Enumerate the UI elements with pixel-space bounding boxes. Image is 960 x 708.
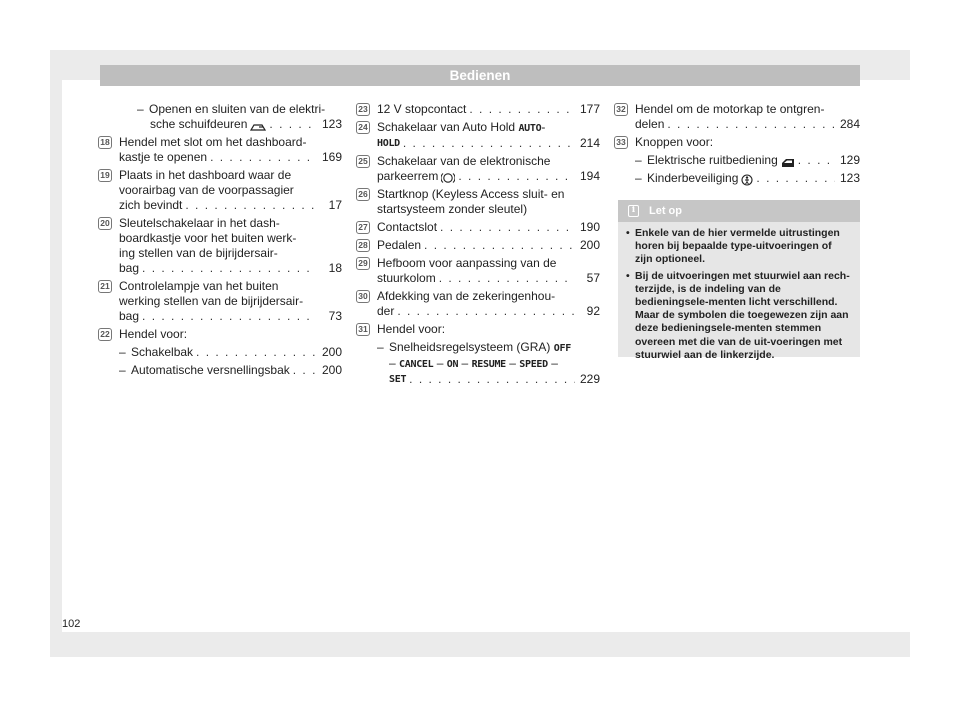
callout-number: 31 <box>356 323 370 336</box>
legend-column-1 <box>100 102 342 381</box>
callout-number: 27 <box>356 221 370 234</box>
cancel-tag: CANCEL <box>399 359 434 370</box>
power-window-icon <box>781 158 795 168</box>
legend-item-29: 29 Hefboom voor aanpassing van de stuurkolom . . . 57 <box>358 256 600 286</box>
legend-item-continued: – Openen en sluiten van de elektri- sche schuifdeuren . . . 123 <box>100 102 342 132</box>
page-ref[interactable]: 190 <box>579 220 600 234</box>
callout-number: 26 <box>356 188 370 201</box>
callout-number: 29 <box>356 257 370 270</box>
page-ref[interactable]: 129 <box>839 153 860 167</box>
note-body <box>618 222 860 362</box>
callout-number: 30 <box>356 290 370 303</box>
info-icon: i <box>628 205 639 217</box>
page-ref[interactable]: 194 <box>579 169 600 183</box>
legend-item-31: 31 Hendel voor: – Snelheidsregelsysteem (GRA) OFF – CANCEL – ON – RESUME – SPEED – SET . . . 229 <box>358 322 600 387</box>
callout-number: 32 <box>614 103 628 116</box>
page-ref[interactable]: 229 <box>579 372 600 386</box>
callout-number: 19 <box>98 169 112 182</box>
legend-item-19: 19 Plaats in het dashboard waar de voorairbag van de voorpassagier zich bevindt . . . 17 <box>100 168 342 213</box>
page-ref[interactable]: 200 <box>579 238 600 252</box>
legend-item-30: 30 Afdekking van de zekeringenhou- der . . . 92 <box>358 289 600 319</box>
page-ref[interactable]: 57 <box>586 271 600 285</box>
legend-item-20: 20 Sleutelschakelaar in het dash- boardkastje voor het buiten werk- ing stellen van de bijrijdersair- bag . . . 18 <box>100 216 342 276</box>
legend-item-26: 26 Startknop (Keyless Access sluit- en startsysteem zonder sleutel) <box>358 187 600 217</box>
page-ref[interactable]: 73 <box>328 309 342 323</box>
page-ref[interactable]: 214 <box>579 136 600 150</box>
page-ref[interactable]: 123 <box>321 117 342 131</box>
legend-item-28: 28 Pedalen . . . 200 <box>358 238 600 253</box>
legend-item-33: 33 Knoppen voor: – Elektrische ruitbediening . . . 129 – Kinderbeveiliging . . . 123 <box>616 135 860 186</box>
page-ref[interactable]: 17 <box>328 198 342 212</box>
callout-number: 28 <box>356 239 370 252</box>
callout-number: 21 <box>98 280 112 293</box>
legend-item-24: 24 Schakelaar van Auto Hold AUTO- HOLD . . . 214 <box>358 120 600 151</box>
legend-item-27: 27 Contactslot . . . 190 <box>358 220 600 235</box>
page-ref[interactable]: 123 <box>839 171 860 185</box>
callout-number: 33 <box>614 136 628 149</box>
off-tag: OFF <box>553 343 571 354</box>
callout-number: 23 <box>356 103 370 116</box>
legend-item-32: 32 Hendel om de motorkap te ontgren- delen . . . 284 <box>616 102 860 132</box>
page-number: 102 <box>62 618 81 630</box>
page-ref[interactable]: 284 <box>839 117 860 131</box>
callout-number: 20 <box>98 217 112 230</box>
legend-item-23: 23 12 V stopcontact . . . 177 <box>358 102 600 117</box>
note-bullet: • Bij de uitvoeringen met stuurwiel aan rech-terzijde, is de indeling van de bedieningsele-menten licht verschillend. Maar de symbolen die toegewezen zijn aan deze bedieningsele-menten stemmen overeen met die van de uit-voeringen met stuurwiel aan de linkerzijde. <box>626 270 852 362</box>
page-ref[interactable]: 18 <box>328 261 342 275</box>
set-tag: SET <box>389 374 407 385</box>
legend-item-25: 25 Schakelaar van de elektronische parkeerrem . . . 194 <box>358 154 600 184</box>
page-ref[interactable]: 92 <box>586 304 600 318</box>
callout-number: 25 <box>356 155 370 168</box>
note-bullet: • Enkele van de hier vermelde uitrustingen horen bij bepaalde type-uitvoeringen of zijn optioneel. <box>626 227 852 267</box>
callout-number: 18 <box>98 136 112 149</box>
hold-tag: HOLD <box>377 138 400 149</box>
resume-tag: RESUME <box>471 359 506 370</box>
auto-tag: AUTO <box>518 123 542 134</box>
child-lock-icon <box>741 174 753 186</box>
legend-item-21: 21 Controlelampje van het buiten werking stellen van de bijrijdersair- bag . . . 73 <box>100 279 342 324</box>
on-tag: ON <box>446 359 459 370</box>
note-header: i Let op <box>618 200 860 222</box>
page-ref[interactable]: 169 <box>321 150 342 164</box>
callout-number: 24 <box>356 121 370 134</box>
page-header: Bedienen <box>100 65 860 86</box>
parking-brake-icon <box>441 172 455 184</box>
page-ref[interactable]: 200 <box>321 363 342 377</box>
legend-item-18: 18 Hendel met slot om het dashboard- kastje te openen . . . 169 <box>100 135 342 165</box>
speed-tag: SPEED <box>519 359 548 370</box>
sliding-door-icon <box>250 122 266 132</box>
legend-item-22: 22 Hendel voor: – Schakelbak . . . 200 – Automatische versnellingsbak . . . 200 <box>100 327 342 378</box>
callout-number: 22 <box>98 328 112 341</box>
page-ref[interactable]: 177 <box>579 102 600 116</box>
page-ref[interactable]: 200 <box>321 345 342 359</box>
warning-note <box>618 200 860 361</box>
legend-column-2 <box>358 102 600 390</box>
legend-column-3 <box>616 102 860 189</box>
